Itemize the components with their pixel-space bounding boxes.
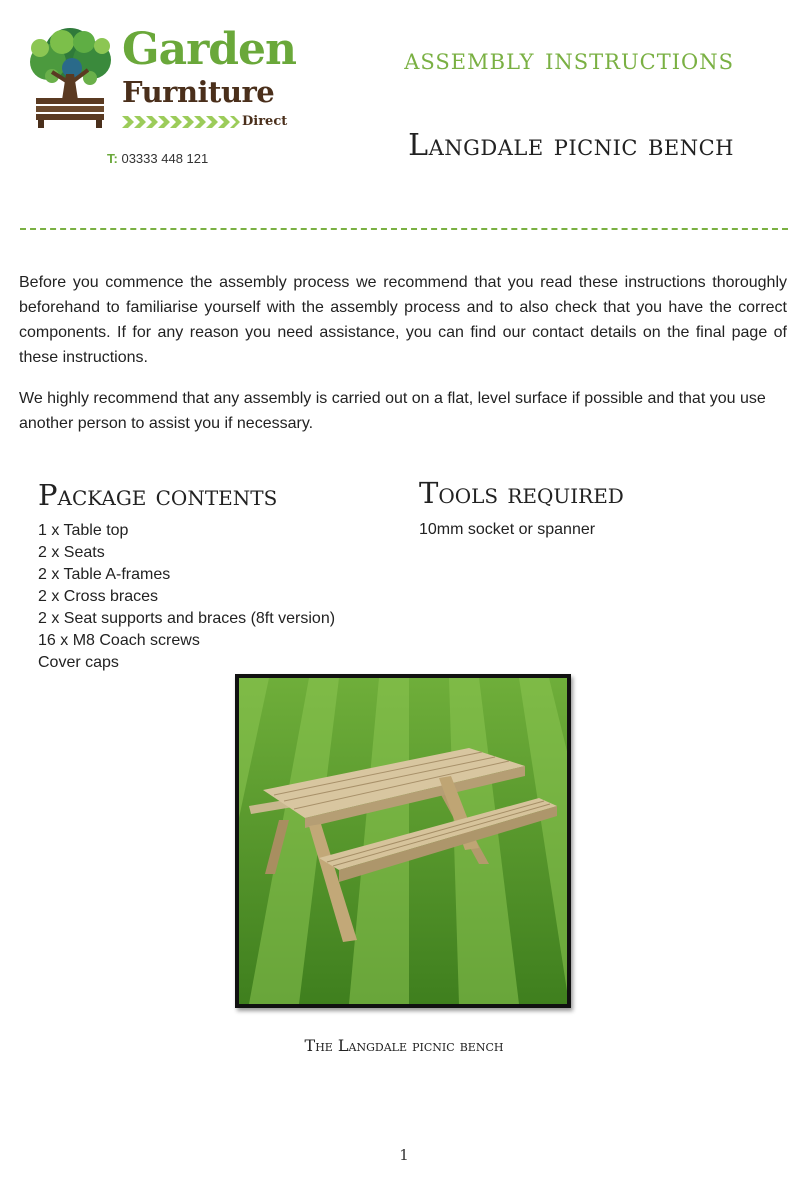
header-divider bbox=[20, 228, 788, 230]
list-item: 16 x M8 Coach screws bbox=[38, 632, 200, 649]
brand-name-furniture: Furniture bbox=[122, 75, 275, 109]
company-logo bbox=[22, 24, 302, 134]
product-title: Langdale picnic bench bbox=[408, 128, 734, 163]
list-item: 2 x Table A-frames bbox=[38, 566, 171, 583]
intro-paragraph-2: We highly recommend that any assembly is carried out on a flat, level surface if possible and that you use another person to assist you if necessary. bbox=[19, 390, 766, 432]
list-item: 2 x Cross braces bbox=[38, 588, 159, 605]
document-type-heading: assembly instructions bbox=[404, 42, 734, 77]
chevron-arrows-icon bbox=[122, 116, 240, 128]
list-item: 1 x Table top bbox=[38, 522, 129, 539]
phone-number: 03333 448 121 bbox=[121, 151, 209, 166]
picnic-bench-photo bbox=[235, 674, 571, 1008]
phone-contact bbox=[107, 151, 208, 166]
tools-required-heading: Tools required bbox=[419, 476, 624, 510]
picnic-bench-icon bbox=[239, 678, 567, 1004]
page-number: 1 bbox=[399, 1146, 409, 1164]
package-contents-heading: Package contents bbox=[38, 478, 278, 512]
package-contents-list bbox=[38, 520, 335, 674]
phone-label: T: bbox=[107, 151, 118, 166]
tree-icon bbox=[22, 24, 118, 130]
brand-name-garden: Garden bbox=[122, 24, 297, 75]
list-item: 2 x Seats bbox=[38, 544, 105, 561]
tools-required-list bbox=[419, 519, 595, 541]
list-item: Cover caps bbox=[38, 654, 119, 671]
list-item: 10mm socket or spanner bbox=[419, 521, 596, 538]
intro-paragraph-1: Before you commence the assembly process we recommend that you read these instructions thoroughly beforehand to familiarise yourself with the assembly process and to also check that you have the correct components. If for any reason you need assistance, you can find our contact details on the final page of these instructions. bbox=[19, 274, 787, 366]
list-item: 2 x Seat supports and braces (8ft version) bbox=[38, 610, 336, 627]
figure-caption: The Langdale picnic bench bbox=[304, 1036, 504, 1055]
brand-name-direct: Direct bbox=[242, 114, 288, 129]
